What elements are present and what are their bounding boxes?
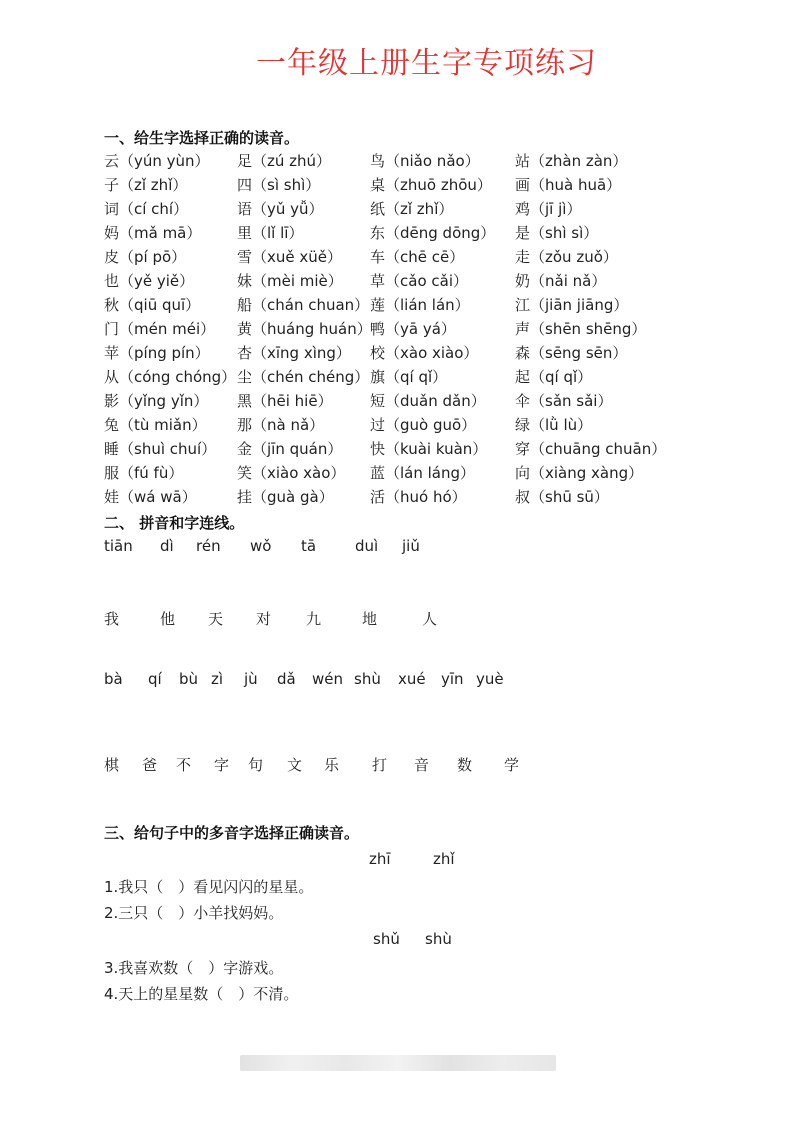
char-item: 学 (504, 756, 520, 774)
char-item: 字 (214, 756, 230, 774)
reading-item: 词（cí chí） (104, 200, 189, 218)
reading-item: 纸（zǐ zhǐ） (370, 200, 454, 218)
section3-heading: 三、给句子中的多音字选择正确读音。 (104, 824, 360, 842)
pinyin-item: xué (398, 670, 426, 688)
char-item: 我 (104, 610, 120, 628)
reading-item: 江（jiān jiāng） (515, 296, 629, 314)
reading-item: 画（huà huā） (515, 176, 622, 194)
reading-item: 皮（pí pō） (104, 248, 187, 266)
hint-pinyin: zhǐ (433, 850, 455, 868)
reading-item: 睡（shuì chuí） (104, 440, 217, 458)
reading-row (104, 366, 704, 388)
pinyin-item: tā (301, 537, 317, 555)
page-title: 一年级上册生字专项练习 (256, 46, 597, 81)
reading-item: 黄（huáng huán） (237, 320, 372, 338)
reading-item: 穿（chuāng chuān） (515, 440, 667, 458)
reading-item: 尘（chén chéng） (237, 368, 370, 386)
reading-item: 过（guò guō） (370, 416, 477, 434)
char-item: 音 (414, 756, 430, 774)
reading-item: 校（xào xiào） (370, 344, 479, 362)
reading-row (104, 150, 704, 172)
reading-item: 旗（qí qǐ） (370, 368, 448, 386)
reading-item: 妹（mèi miè） (237, 272, 343, 290)
reading-item: 站（zhàn zàn） (515, 152, 628, 170)
reading-item: 鸟（niǎo nǎo） (370, 152, 480, 170)
reading-item: 声（shēn shēng） (515, 320, 647, 338)
reading-item: 车（chē cē） (370, 248, 465, 266)
sentence-1: 1.我只（ ）看见闪闪的星星。 (104, 878, 314, 896)
reading-row (104, 222, 704, 244)
reading-item: 秋（qiū quī） (104, 296, 201, 314)
pinyin-item: jiǔ (402, 537, 420, 555)
reading-row (104, 414, 704, 436)
hint-pinyin: shǔ (373, 930, 400, 948)
reading-item: 叔（shū sū） (515, 488, 609, 506)
reading-item: 起（qí qǐ） (515, 368, 593, 386)
reading-item: 云（yún yùn） (104, 152, 210, 170)
reading-item: 森（sēng sēn） (515, 344, 628, 362)
reading-item: 兔（tù miǎn） (104, 416, 207, 434)
char-item: 数 (457, 756, 473, 774)
reading-item: 鸭（yā yá） (370, 320, 456, 338)
reading-item: 也（yě yiě） (104, 272, 195, 290)
reading-row (104, 438, 704, 460)
char-item: 人 (422, 610, 438, 628)
reading-row (104, 390, 704, 412)
reading-item: 语（yǔ yǚ） (237, 200, 324, 218)
pinyin-item: tiān (104, 537, 133, 555)
pinyin-item: qí (148, 670, 162, 688)
reading-row (104, 246, 704, 268)
hint-pinyin: shù (425, 930, 452, 948)
reading-item: 金（jīn quán） (237, 440, 343, 458)
reading-item: 笑（xiào xào） (237, 464, 346, 482)
reading-item: 杏（xīng xìng） (237, 344, 351, 362)
pinyin-item: dǎ (277, 670, 296, 688)
char-item: 天 (208, 610, 224, 628)
pinyin-item: wǒ (250, 537, 272, 555)
pinyin-item: bù (179, 670, 199, 688)
blurred-footer (240, 1055, 556, 1071)
char-item: 打 (372, 756, 388, 774)
reading-item: 短（duǎn dǎn） (370, 392, 486, 410)
reading-row (104, 342, 704, 364)
char-item: 爸 (142, 756, 158, 774)
reading-row (104, 270, 704, 292)
reading-item: 子（zǐ zhǐ） (104, 176, 188, 194)
pinyin-item: zì (211, 670, 224, 688)
char-item: 九 (306, 610, 322, 628)
pinyin-item: yīn (441, 670, 464, 688)
reading-row (104, 198, 704, 220)
reading-item: 门（mén méi） (104, 320, 216, 338)
reading-item: 草（cǎo cǎi） (370, 272, 468, 290)
reading-item: 影（yǐng yǐn） (104, 392, 209, 410)
reading-item: 黑（hēi hiē） (237, 392, 333, 410)
reading-item: 船（chán chuan） (237, 296, 370, 314)
char-item: 文 (287, 756, 303, 774)
reading-item: 那（nà nǎ） (237, 416, 325, 434)
pinyin-item: yuè (476, 670, 504, 688)
char-item: 棋 (104, 756, 120, 774)
pinyin-item: wén (312, 670, 344, 688)
pinyin-item: duì (355, 537, 379, 555)
sentence-2: 2.三只（ ）小羊找妈妈。 (104, 904, 284, 922)
section2-heading: 二、 拼音和字连线。 (104, 514, 245, 532)
reading-row (104, 462, 704, 484)
reading-item: 挂（guà gà） (237, 488, 334, 506)
reading-item: 走（zǒu zuǒ） (515, 248, 618, 266)
reading-item: 东（dēng dōng） (370, 224, 496, 242)
pinyin-item: jù (244, 670, 258, 688)
char-item: 他 (160, 610, 176, 628)
reading-item: 从（cóng chóng） (104, 368, 237, 386)
reading-item: 蓝（lán láng） (370, 464, 476, 482)
pinyin-item: shù (354, 670, 381, 688)
char-item: 句 (248, 756, 264, 774)
reading-item: 是（shì sì） (515, 224, 599, 242)
reading-item: 莲（lián lán） (370, 296, 470, 314)
sentence-3: 3.我喜欢数（ ）字游戏。 (104, 959, 284, 977)
reading-item: 妈（mǎ mā） (104, 224, 202, 242)
reading-item: 娃（wá wā） (104, 488, 197, 506)
reading-item: 苹（píng pín） (104, 344, 210, 362)
pinyin-item: dì (160, 537, 174, 555)
reading-item: 活（huó hó） (370, 488, 467, 506)
char-item: 不 (176, 756, 192, 774)
reading-row (104, 174, 704, 196)
reading-row (104, 294, 704, 316)
reading-item: 雪（xuě xüě） (237, 248, 342, 266)
sentence-4: 4.天上的星星数（ ）不清。 (104, 985, 299, 1003)
reading-item: 向（xiàng xàng） (515, 464, 644, 482)
char-item: 乐 (324, 756, 340, 774)
reading-item: 伞（sǎn sǎi） (515, 392, 613, 410)
section1-heading: 一、给生字选择正确的读音。 (104, 129, 300, 147)
reading-item: 四（sì shì） (237, 176, 321, 194)
reading-row (104, 486, 704, 508)
reading-item: 绿（lǜ lù） (515, 416, 593, 434)
pinyin-item: rén (196, 537, 221, 555)
reading-item: 桌（zhuō zhōu） (370, 176, 492, 194)
reading-row (104, 318, 704, 340)
reading-item: 鸡（jī jì） (515, 200, 582, 218)
char-item: 地 (362, 610, 378, 628)
reading-item: 足（zú zhú） (237, 152, 332, 170)
hint-pinyin: zhī (369, 850, 391, 868)
reading-item: 快（kuài kuàn） (370, 440, 488, 458)
reading-item: 服（fú fù） (104, 464, 184, 482)
reading-item: 里（lǐ lī） (237, 224, 304, 242)
pinyin-item: bà (104, 670, 123, 688)
reading-item: 奶（nǎi nǎ） (515, 272, 607, 290)
char-item: 对 (256, 610, 272, 628)
